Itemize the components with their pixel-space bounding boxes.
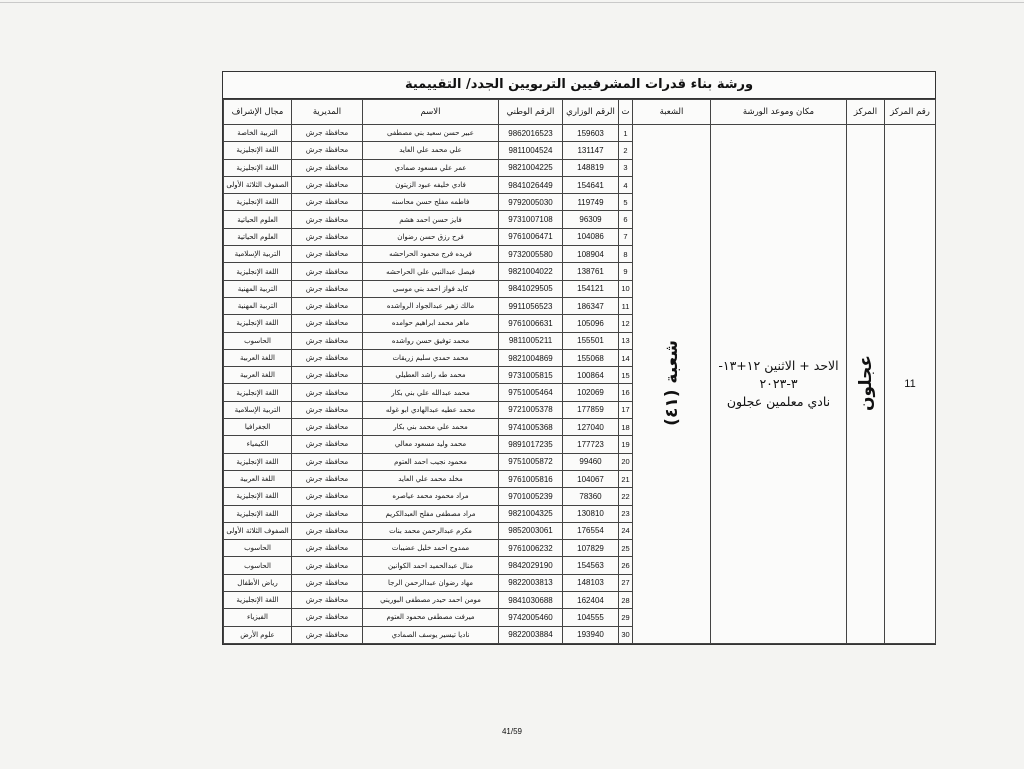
cell-national-no: 9761006232 — [499, 540, 563, 557]
top-edge-line — [0, 2, 1024, 3]
cell-index: 6 — [619, 211, 633, 228]
header-index: ت — [619, 100, 633, 125]
cell-ministry-no: 119749 — [563, 194, 619, 211]
cell-field: العلوم الحياتية — [224, 211, 292, 228]
cell-field: اللغة الإنجليزية — [224, 315, 292, 332]
cell-name: محمد توفيق حسن رواشده — [363, 332, 499, 349]
cell-field: اللغة الإنجليزية — [224, 142, 292, 159]
cell-ministry-no: 193940 — [563, 626, 619, 643]
cell-index: 4 — [619, 176, 633, 193]
cell-national-no: 9822003884 — [499, 626, 563, 643]
cell-name: منال عبدالحميد احمد الكوانين — [363, 557, 499, 574]
cell-name: كايد فواز احمد بني موسى — [363, 280, 499, 297]
cell-national-no: 9841029505 — [499, 280, 563, 297]
cell-ministry-no: 155068 — [563, 349, 619, 366]
cell-ministry-no: 177859 — [563, 401, 619, 418]
cell-field: التربية الإسلامية — [224, 246, 292, 263]
header-field: مجال الإشراف — [224, 100, 292, 125]
cell-index: 23 — [619, 505, 633, 522]
cell-directorate: محافظة جرش — [292, 419, 363, 436]
cell-field: الكيمياء — [224, 436, 292, 453]
cell-ministry-no: 176554 — [563, 522, 619, 539]
center-name: عجلون — [855, 354, 876, 411]
header-ministry-no: الرقم الوزاري — [563, 100, 619, 125]
division-cell — [633, 125, 711, 644]
cell-name: مراد محمود محمد عياصره — [363, 488, 499, 505]
cell-national-no: 9821004022 — [499, 263, 563, 280]
cell-name: محمد حمدي سليم زريقات — [363, 349, 499, 366]
header-place-time: مكان وموعد الورشة — [711, 100, 847, 125]
cell-field: رياض الأطفال — [224, 574, 292, 591]
cell-index: 10 — [619, 280, 633, 297]
cell-name: فريده فرج محمود الحراحشه — [363, 246, 499, 263]
cell-national-no: 9751005464 — [499, 384, 563, 401]
cell-field: اللغة الإنجليزية — [224, 194, 292, 211]
cell-name: ناديا تيسير يوسف الصمادي — [363, 626, 499, 643]
cell-national-no: 9862016523 — [499, 125, 563, 142]
cell-ministry-no: 138761 — [563, 263, 619, 280]
cell-national-no: 9891017235 — [499, 436, 563, 453]
cell-index: 7 — [619, 228, 633, 245]
cell-name: محمد عبدالله علي بني بكار — [363, 384, 499, 401]
cell-ministry-no: 102069 — [563, 384, 619, 401]
cell-national-no: 9742005460 — [499, 609, 563, 626]
cell-name: ممدوح احمد خليل عضيبات — [363, 540, 499, 557]
cell-index: 17 — [619, 401, 633, 418]
workshop-days: الاحد + الاثنين ١٢+١٣- — [718, 357, 839, 373]
cell-field: اللغة الإنجليزية — [224, 384, 292, 401]
cell-name: مالك زهير عبدالجواد الرواشده — [363, 297, 499, 314]
cell-name: فيصل عبدالنبي علي الحراحشه — [363, 263, 499, 280]
cell-national-no: 9761005816 — [499, 470, 563, 487]
cell-index: 25 — [619, 540, 633, 557]
header-directorate: المديرية — [292, 100, 363, 125]
workshop-date: ٣-٢٠٢٣ — [759, 375, 798, 391]
cell-national-no: 9841026449 — [499, 176, 563, 193]
cell-national-no: 9811005211 — [499, 332, 563, 349]
page-number: 41/59 — [501, 727, 523, 736]
cell-national-no: 9731005815 — [499, 367, 563, 384]
cell-index: 14 — [619, 349, 633, 366]
cell-national-no: 9821004869 — [499, 349, 563, 366]
cell-field: اللغة الإنجليزية — [224, 159, 292, 176]
cell-field: الحاسوب — [224, 540, 292, 557]
cell-directorate: محافظة جرش — [292, 470, 363, 487]
cell-national-no: 9701005239 — [499, 488, 563, 505]
cell-directorate: محافظة جرش — [292, 263, 363, 280]
cell-national-no: 9841030688 — [499, 592, 563, 609]
cell-directorate: محافظة جرش — [292, 505, 363, 522]
cell-ministry-no: 108904 — [563, 246, 619, 263]
participants-table — [223, 99, 936, 644]
cell-field: اللغة الإنجليزية — [224, 592, 292, 609]
cell-directorate: محافظة جرش — [292, 280, 363, 297]
cell-directorate: محافظة جرش — [292, 142, 363, 159]
cell-index: 27 — [619, 574, 633, 591]
cell-national-no: 9721005378 — [499, 401, 563, 418]
cell-name: مومن احمد حيدر مصطفى البوريني — [363, 592, 499, 609]
cell-directorate: محافظة جرش — [292, 125, 363, 142]
cell-national-no: 9911056523 — [499, 297, 563, 314]
cell-field: التربية الخاصة — [224, 125, 292, 142]
cell-directorate: محافظة جرش — [292, 332, 363, 349]
cell-national-no: 9761006471 — [499, 228, 563, 245]
cell-index: 5 — [619, 194, 633, 211]
cell-ministry-no: 104067 — [563, 470, 619, 487]
cell-name: محمود نجيب احمد العتوم — [363, 453, 499, 470]
cell-ministry-no: 107829 — [563, 540, 619, 557]
cell-directorate: محافظة جرش — [292, 540, 363, 557]
cell-national-no: 9732005580 — [499, 246, 563, 263]
cell-ministry-no: 154121 — [563, 280, 619, 297]
cell-ministry-no: 148819 — [563, 159, 619, 176]
cell-national-no: 9751005872 — [499, 453, 563, 470]
cell-index: 28 — [619, 592, 633, 609]
cell-index: 13 — [619, 332, 633, 349]
cell-field: الصفوف الثلاثة الأولى — [224, 176, 292, 193]
cell-name: محمد وليد مسعود معالي — [363, 436, 499, 453]
cell-directorate: محافظة جرش — [292, 246, 363, 263]
cell-name: فرح رزق حسن رضوان — [363, 228, 499, 245]
cell-ministry-no: 155501 — [563, 332, 619, 349]
cell-field: اللغة الإنجليزية — [224, 505, 292, 522]
cell-name: علي محمد علي العايد — [363, 142, 499, 159]
cell-index: 19 — [619, 436, 633, 453]
cell-ministry-no: 162404 — [563, 592, 619, 609]
cell-directorate: محافظة جرش — [292, 436, 363, 453]
cell-directorate: محافظة جرش — [292, 297, 363, 314]
workshop-place-time — [711, 125, 847, 644]
cell-field: التربية المهنية — [224, 297, 292, 314]
cell-national-no: 9821004325 — [499, 505, 563, 522]
cell-field: الصفوف الثلاثة الأولى — [224, 522, 292, 539]
cell-field: الفيزياء — [224, 609, 292, 626]
cell-field: اللغة العربية — [224, 470, 292, 487]
cell-name: مخلد محمد علي العايد — [363, 470, 499, 487]
cell-national-no: 9811004524 — [499, 142, 563, 159]
cell-index: 24 — [619, 522, 633, 539]
cell-index: 21 — [619, 470, 633, 487]
cell-ministry-no: 186347 — [563, 297, 619, 314]
cell-index: 30 — [619, 626, 633, 643]
cell-directorate: محافظة جرش — [292, 159, 363, 176]
cell-index: 9 — [619, 263, 633, 280]
cell-directorate: محافظة جرش — [292, 315, 363, 332]
cell-name: فادي خليفه عبود الزيتون — [363, 176, 499, 193]
document-sheet — [222, 71, 936, 645]
cell-directorate: محافظة جرش — [292, 349, 363, 366]
division-label: شعبة (٤١) — [661, 340, 682, 426]
cell-national-no: 9822003813 — [499, 574, 563, 591]
cell-field: العلوم الحياتية — [224, 228, 292, 245]
cell-ministry-no: 100864 — [563, 367, 619, 384]
cell-directorate: محافظة جرش — [292, 609, 363, 626]
cell-field: الحاسوب — [224, 332, 292, 349]
cell-ministry-no: 78360 — [563, 488, 619, 505]
cell-field: الجغرافيا — [224, 419, 292, 436]
cell-directorate: محافظة جرش — [292, 592, 363, 609]
cell-directorate: محافظة جرش — [292, 522, 363, 539]
cell-index: 29 — [619, 609, 633, 626]
cell-national-no: 9731007108 — [499, 211, 563, 228]
cell-ministry-no: 131147 — [563, 142, 619, 159]
cell-name: فايز حسن احمد هشم — [363, 211, 499, 228]
cell-ministry-no: 99460 — [563, 453, 619, 470]
cell-index: 16 — [619, 384, 633, 401]
cell-ministry-no: 104555 — [563, 609, 619, 626]
cell-directorate: محافظة جرش — [292, 488, 363, 505]
cell-national-no: 9792005030 — [499, 194, 563, 211]
cell-directorate: محافظة جرش — [292, 367, 363, 384]
cell-ministry-no: 96309 — [563, 211, 619, 228]
cell-national-no: 9761006631 — [499, 315, 563, 332]
cell-field: التربية المهنية — [224, 280, 292, 297]
header-division: الشعبة — [633, 100, 711, 125]
cell-directorate: محافظة جرش — [292, 401, 363, 418]
cell-field: اللغة الإنجليزية — [224, 453, 292, 470]
center-cell — [847, 125, 885, 644]
cell-national-no: 9741005368 — [499, 419, 563, 436]
cell-index: 20 — [619, 453, 633, 470]
cell-name: ماهر محمد ابراهيم حوامده — [363, 315, 499, 332]
cell-national-no: 9821004225 — [499, 159, 563, 176]
cell-directorate: محافظة جرش — [292, 176, 363, 193]
cell-index: 18 — [619, 419, 633, 436]
table-header-row — [224, 100, 936, 125]
cell-name: مراد مصطفى مفلح العبدالكريم — [363, 505, 499, 522]
cell-directorate: محافظة جرش — [292, 384, 363, 401]
cell-ministry-no: 130810 — [563, 505, 619, 522]
cell-directorate: محافظة جرش — [292, 574, 363, 591]
cell-directorate: محافظة جرش — [292, 211, 363, 228]
cell-index: 22 — [619, 488, 633, 505]
cell-index: 15 — [619, 367, 633, 384]
cell-index: 12 — [619, 315, 633, 332]
cell-field: علوم الأرض — [224, 626, 292, 643]
cell-ministry-no: 105096 — [563, 315, 619, 332]
cell-ministry-no: 148103 — [563, 574, 619, 591]
header-center-no: رقم المركز — [885, 100, 936, 125]
cell-index: 11 — [619, 297, 633, 314]
cell-national-no: 9852003061 — [499, 522, 563, 539]
cell-index: 26 — [619, 557, 633, 574]
cell-name: فاطمه مفلح حسن محاسنه — [363, 194, 499, 211]
cell-index: 3 — [619, 159, 633, 176]
cell-ministry-no: 127040 — [563, 419, 619, 436]
table-row — [224, 125, 936, 142]
header-center: المركز — [847, 100, 885, 125]
cell-directorate: محافظة جرش — [292, 194, 363, 211]
cell-name: عمر علي مسعود صمادي — [363, 159, 499, 176]
cell-directorate: محافظة جرش — [292, 557, 363, 574]
cell-directorate: محافظة جرش — [292, 626, 363, 643]
cell-name: محمد علي محمد بني بكار — [363, 419, 499, 436]
workshop-venue: نادي معلمين عجلون — [726, 393, 831, 409]
header-national-no: الرقم الوطني — [499, 100, 563, 125]
cell-national-no: 9842029190 — [499, 557, 563, 574]
table-body — [224, 125, 936, 644]
cell-field: اللغة الإنجليزية — [224, 488, 292, 505]
cell-name: مكرم عبدالرحمن محمد بنات — [363, 522, 499, 539]
cell-field: اللغة العربية — [224, 367, 292, 384]
cell-index: 1 — [619, 125, 633, 142]
center-number: 11 — [885, 125, 936, 644]
document-title: ورشة بناء قدرات المشرفيين التربويين الجدد/ التقييمية — [223, 72, 935, 99]
cell-field: الحاسوب — [224, 557, 292, 574]
cell-name: عبير حسن سعيد بني مصطفى — [363, 125, 499, 142]
cell-directorate: محافظة جرش — [292, 453, 363, 470]
cell-ministry-no: 104086 — [563, 228, 619, 245]
cell-directorate: محافظة جرش — [292, 228, 363, 245]
cell-ministry-no: 154563 — [563, 557, 619, 574]
cell-ministry-no: 159603 — [563, 125, 619, 142]
cell-ministry-no: 154641 — [563, 176, 619, 193]
cell-field: اللغة الإنجليزية — [224, 263, 292, 280]
cell-field: اللغة العربية — [224, 349, 292, 366]
header-name: الاسم — [363, 100, 499, 125]
cell-ministry-no: 177723 — [563, 436, 619, 453]
cell-name: محمد عطيه عبدالهادي ابو غوله — [363, 401, 499, 418]
cell-index: 8 — [619, 246, 633, 263]
cell-index: 2 — [619, 142, 633, 159]
cell-name: محمد طه راشد العطيلي — [363, 367, 499, 384]
cell-field: التربية الإسلامية — [224, 401, 292, 418]
cell-name: مهاد رضوان عبدالرحمن الرجا — [363, 574, 499, 591]
cell-name: ميرفت مصطفى محمود العتوم — [363, 609, 499, 626]
